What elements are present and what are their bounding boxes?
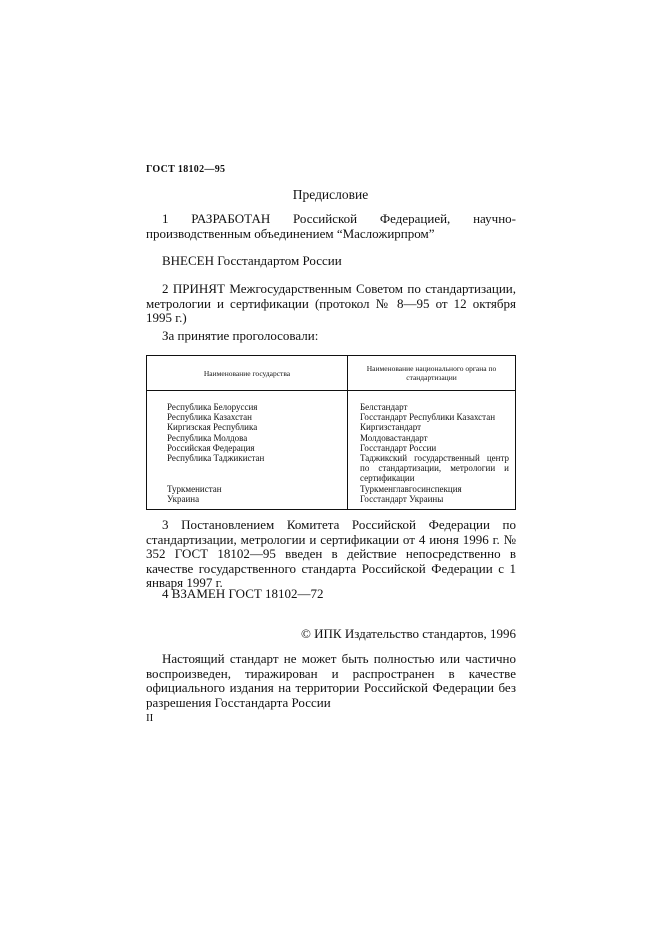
state-cell: Республика Казахстан [147,412,348,422]
standards-body-cell: Молдовастандарт [360,432,428,443]
replaces-text: 4 ВЗАМЕН ГОСТ 18102—72 [162,586,324,601]
introduced-text: ВНЕСЕН Госстандартом России [162,253,342,268]
voted-intro-text: За принятие проголосовали: [162,328,319,343]
table-row [147,422,516,432]
standards-body-cell: Белстандарт [360,402,408,412]
replaces-paragraph [146,587,516,602]
state-cell: Российская Федерация [147,443,348,453]
voted-intro-paragraph [146,329,516,344]
resolution-text: 3 Постановлением Комитета Российской Федерации по стандартизации, метрологии и сертификации от 4 июня 1996 г. № 352 ГОСТ 18102—95 введен в действие непосредственно в качестве государственного стандарта Российской Федерации с 1 января 1997 г. [146,517,516,590]
table-row [147,391,516,413]
document-number-header: ГОСТ 18102—95 [146,164,226,175]
resolution-paragraph [146,518,516,591]
table-row [147,433,516,443]
table-row [147,453,516,484]
state-cell: Республика Таджикистан [147,453,348,484]
standards-body-cell: Госстандарт Украины [360,493,444,504]
standards-body-cell: Госстандарт Республики Казахстан [360,412,496,423]
standards-body-cell: Киргизстандарт [360,422,422,433]
state-cell: Республика Молдова [147,433,348,443]
adopted-paragraph [146,282,516,326]
copyright-notice: © ИПК Издательство стандартов, 1996 [301,626,516,641]
developed-paragraph [146,212,516,241]
state-cell: Республика Белоруссия [147,391,348,413]
state-cell: Украина [147,494,348,510]
developed-text: 1 РАЗРАБОТАН Российской Федерацией, научно-производственным объединением “Масложирпром” [146,211,516,241]
table-row [147,484,516,494]
table-row [147,443,516,453]
reproduction-notice-paragraph [146,652,516,710]
table-header-row [147,356,516,391]
voting-states-table [146,355,516,510]
column-header-standards-body: Наименование национального органа по стандартизации [348,356,516,391]
column-header-state: Наименование государства [147,356,348,391]
state-cell: Туркменистан [147,484,348,494]
introduced-paragraph [146,254,516,269]
adopted-text: 2 ПРИНЯТ Межгосударственным Советом по стандартизации, метрологии и сертификации (протокол № 8—95 от 12 октября 1995 г.) [146,281,516,325]
reproduction-notice-text: Настоящий стандарт не может быть полностью или частично воспроизведен, тиражирован и распространен в качестве официального издания на территории Российской Федерации без разрешения Госстандарта России [146,651,516,710]
page-number: II [146,712,154,724]
standards-body-cell: Таджикский государственный центр по стандартизации, метрологии и сертификации [360,453,509,484]
state-cell: Киргизская Республика [147,422,348,432]
page-title: Предисловие [292,187,369,202]
standards-body-cell: Госстандарт России [360,442,437,453]
table-row [147,494,516,510]
table-row [147,412,516,422]
standards-body-cell: Туркменглавгосинспекция [360,483,462,494]
